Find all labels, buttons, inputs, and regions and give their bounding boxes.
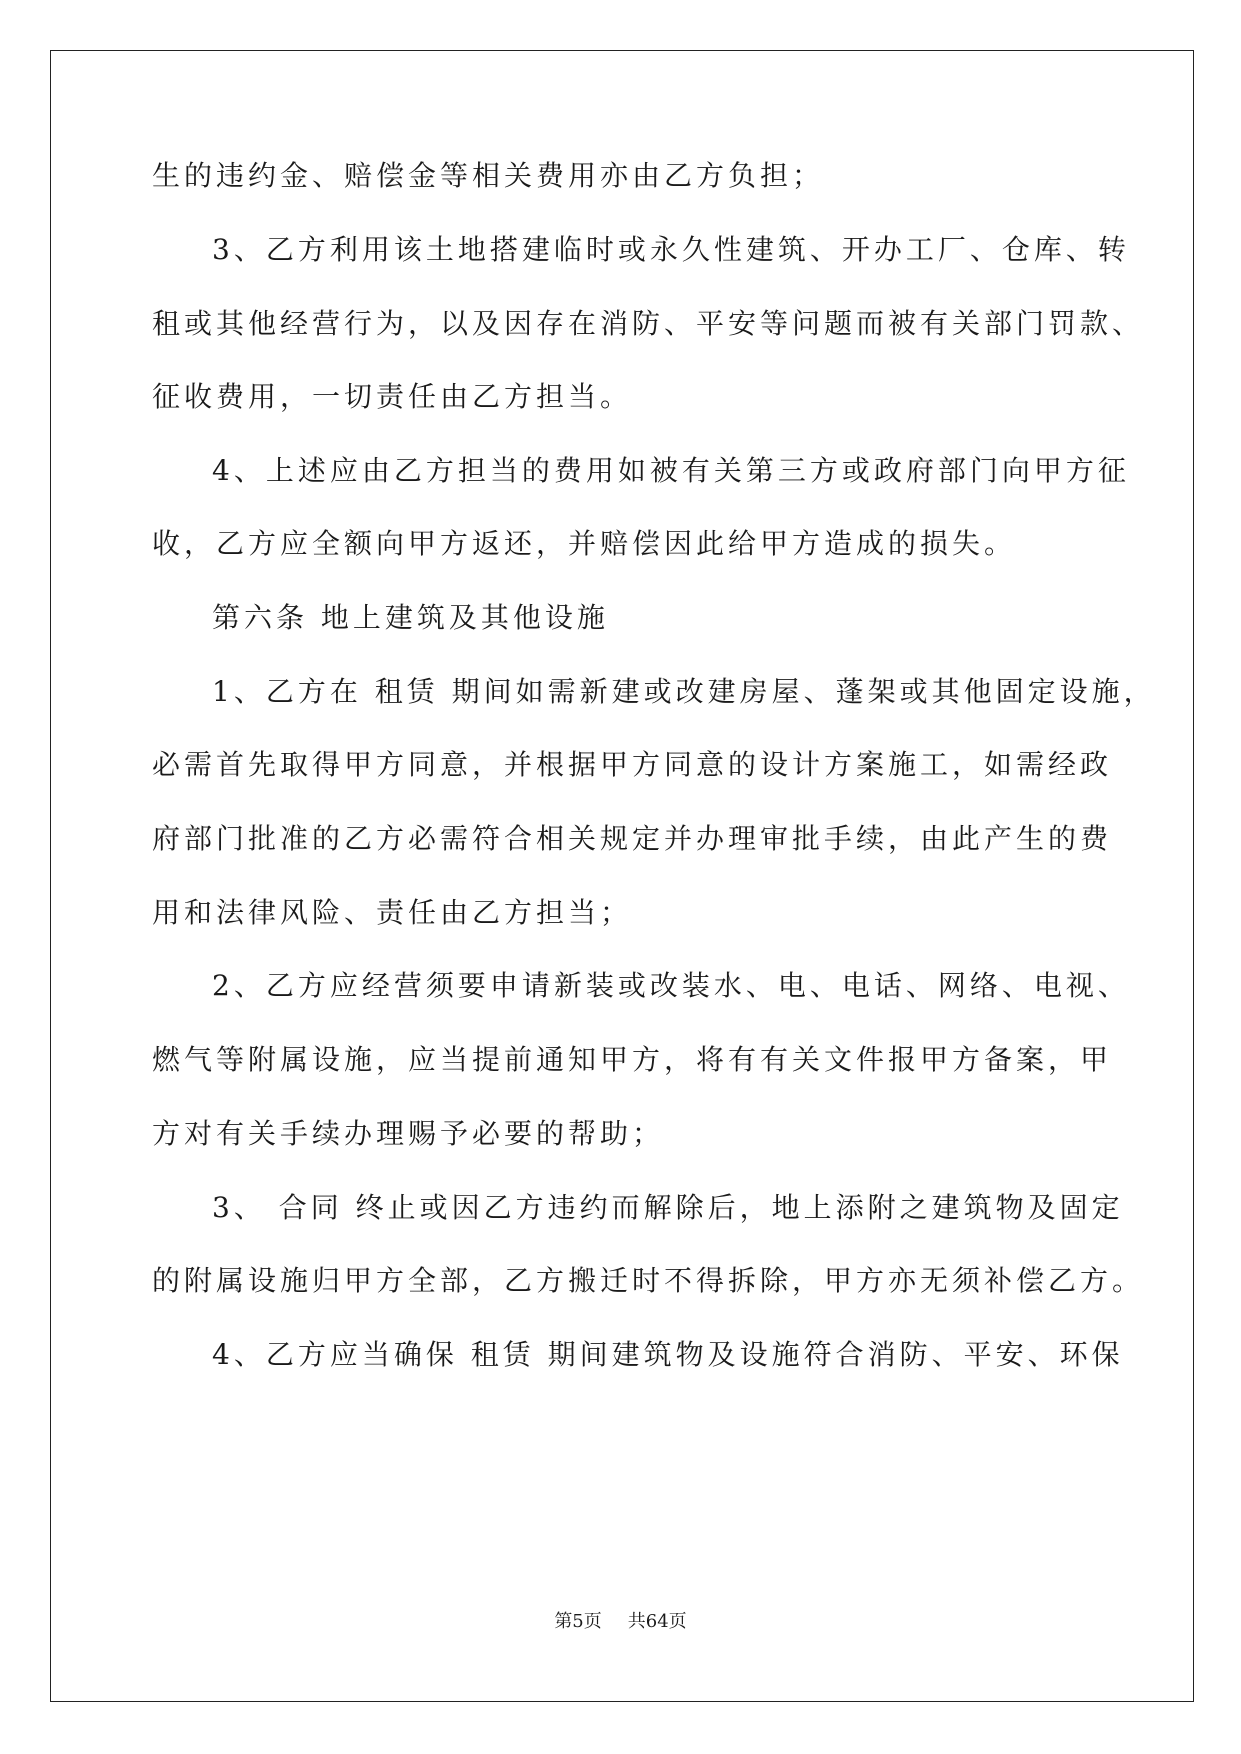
body-line: 的附属设施归甲方全部，乙方搬迁时不得拆除，甲方亦无须补偿乙方。 xyxy=(152,1264,1145,1297)
body-line: 3、 合同 终止或因乙方违约而解除后，地上添附之建筑物及固定 xyxy=(212,1191,1124,1224)
body-line: 方对有关手续办理赐予必要的帮助； xyxy=(152,1117,665,1150)
body-line: 4、上述应由乙方担当的费用如被有关第三方或政府部门向甲方征 xyxy=(212,454,1130,487)
body-line: 燃气等附属设施，应当提前通知甲方，将有有关文件报甲方备案，甲 xyxy=(152,1043,1113,1076)
body-line: 府部门批准的乙方必需符合相关规定并办理审批手续，由此产生的费 xyxy=(152,822,1113,855)
body-line: 2、乙方应经营须要申请新装或改装水、电、电话、网络、电视、 xyxy=(212,969,1130,1002)
body-line: 用和法律风险、责任由乙方担当； xyxy=(152,896,633,929)
body-line: 生的违约金、赔偿金等相关费用亦由乙方负担； xyxy=(152,159,825,192)
body-line: 必需首先取得甲方同意，并根据甲方同意的设计方案施工，如需经政 xyxy=(152,748,1113,781)
body-line: 1、乙方在 租赁 期间如需新建或改建房屋、蓬架或其他固定设施， xyxy=(212,675,1156,708)
section-heading: 第六条 地上建筑及其他设施 xyxy=(212,601,609,634)
body-line: 征收费用，一切责任由乙方担当。 xyxy=(152,380,633,413)
body-line: 租或其他经营行为，以及因存在消防、平安等问题而被有关部门罚款、 xyxy=(152,307,1145,340)
page-number: 第5页 xyxy=(554,1611,602,1632)
page-total: 共64页 xyxy=(627,1611,687,1632)
body-line: 3、乙方利用该土地搭建临时或永久性建筑、开办工厂、仓库、转 xyxy=(212,233,1130,266)
page-footer xyxy=(0,1610,1241,1634)
page-frame xyxy=(50,50,1194,1702)
body-line: 4、乙方应当确保 租赁 期间建筑物及设施符合消防、平安、环保 xyxy=(212,1338,1124,1371)
body-line: 收，乙方应全额向甲方返还，并赔偿因此给甲方造成的损失。 xyxy=(152,527,1017,560)
